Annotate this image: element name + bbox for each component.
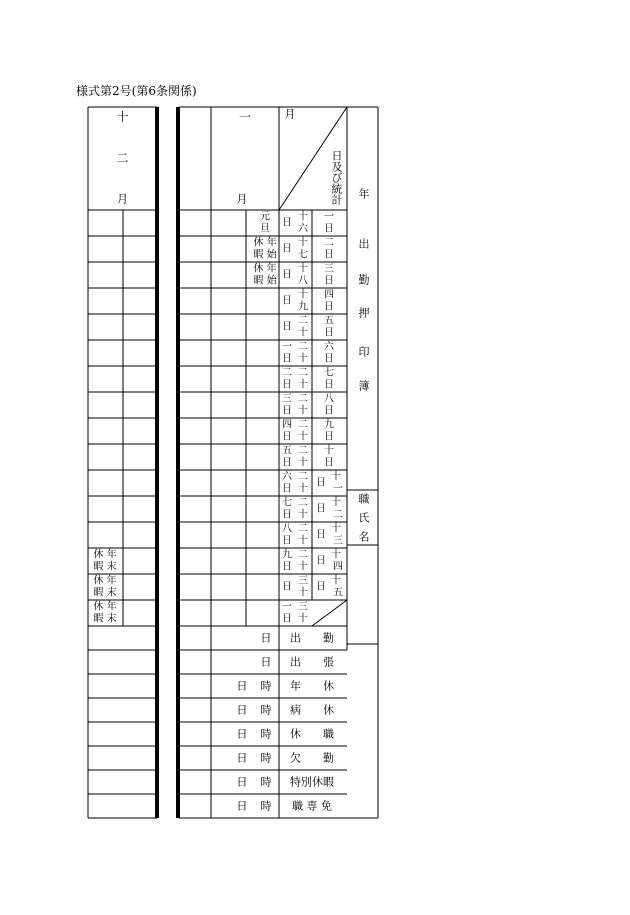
day-b1: 二 (298, 393, 308, 405)
day-a1: 二 (282, 367, 292, 379)
name-char: 職 (358, 492, 370, 506)
day-b1: 二 (298, 523, 308, 535)
left-note-l1: 休 年 (93, 549, 117, 561)
day-a2: 日 (282, 483, 292, 495)
day-b2: 十 (298, 509, 308, 521)
corner-month: 月 (284, 107, 296, 121)
day-d1: 十 (331, 497, 341, 509)
day-a: 日 (282, 295, 292, 307)
corner-day-stats-char: 及 (331, 160, 343, 174)
day-b1: 二 (298, 497, 308, 509)
month-left-top: 十 (116, 110, 129, 124)
day-b2: 九 (298, 301, 308, 313)
center-note-l2: 旦 (260, 223, 270, 235)
summary-day-unit: 日 (260, 631, 272, 645)
last-row-diagonal (312, 600, 347, 626)
day-a2: 日 (282, 353, 292, 365)
form-label: 様式第2号(第6条関係) (76, 84, 197, 98)
left-note-l2: 暇 末 (93, 613, 117, 625)
day-b1: 三 (298, 601, 308, 613)
day-b2: 十 (298, 587, 308, 599)
day-c1: 二 (324, 237, 334, 249)
day-c1: 十 (324, 445, 334, 457)
day-b1: 十 (298, 289, 308, 301)
day-b2: 六 (298, 223, 308, 235)
corner-day-stats-char: 統 (331, 182, 343, 196)
day-c1: 四 (324, 289, 334, 301)
day-c: 日 (316, 477, 326, 489)
day-c2: 日 (324, 431, 334, 443)
day-b2: 十 (298, 457, 308, 469)
day-b1: 十 (298, 263, 308, 275)
thick-divider-right (176, 107, 180, 818)
summary-day-unit: 日 (236, 703, 248, 717)
day-a: 日 (282, 321, 292, 333)
summary-day-unit: 日 (236, 727, 248, 741)
summary-day-unit: 日 (236, 775, 248, 789)
day-c2: 日 (324, 379, 334, 391)
book-title-char: 印 (358, 345, 370, 359)
day-d1: 十 (331, 575, 341, 587)
day-a1: 七 (282, 497, 292, 509)
day-a1: 六 (282, 471, 292, 483)
day-a2: 日 (282, 405, 292, 417)
summary-label: 出 張 (290, 655, 334, 669)
summary-label: 病 休 (290, 703, 334, 717)
day-b1: 十 (298, 237, 308, 249)
day-c2: 日 (324, 301, 334, 313)
center-note-l2: 暇 始 (253, 275, 277, 287)
day-b1: 二 (298, 445, 308, 457)
left-note-l1: 休 年 (93, 575, 117, 587)
day-c1: 九 (324, 419, 334, 431)
day-a: 日 (282, 581, 292, 593)
thick-divider-left (155, 107, 159, 818)
day-a: 日 (282, 269, 292, 281)
day-c1: 七 (324, 367, 334, 379)
day-b2: 十 (298, 379, 308, 391)
summary-hour-unit: 時 (260, 727, 272, 741)
book-title-char: 出 (358, 237, 370, 251)
month-left-mid: 二 (116, 151, 129, 165)
day-a2: 日 (282, 431, 292, 443)
day-a2: 日 (282, 509, 292, 521)
summary-label: 年 休 (290, 679, 334, 693)
summary-label: 休 職 (290, 727, 334, 741)
summary-hour-unit: 時 (260, 751, 272, 765)
day-b2: 十 (298, 431, 308, 443)
day-b2: 十 (298, 405, 308, 417)
day-a: 日 (282, 217, 292, 229)
day-d2: 一 (333, 483, 343, 495)
day-b2: 十 (298, 613, 308, 625)
day-b2: 十 (298, 483, 308, 495)
day-a2: 日 (282, 561, 292, 573)
day-b1: 二 (298, 341, 308, 353)
day-a1: 五 (282, 445, 292, 457)
center-note-l1: 元 (260, 211, 270, 223)
day-c2: 日 (324, 405, 334, 417)
summary-hour-unit: 時 (260, 679, 272, 693)
day-d1: 十 (331, 549, 341, 561)
day-a1: 一 (282, 601, 292, 613)
center-note-l1: 休 年 (253, 263, 277, 275)
day-a2: 日 (282, 379, 292, 391)
day-c1: 三 (324, 263, 334, 275)
day-a1: 九 (282, 549, 292, 561)
day-c1: 一 (324, 211, 334, 223)
day-c2: 日 (324, 327, 334, 339)
day-b2: 十 (298, 353, 308, 365)
day-c2: 日 (324, 353, 334, 365)
day-b2: 十 (298, 327, 308, 339)
book-title-char: 押 (358, 306, 370, 320)
summary-hour-unit: 時 (260, 775, 272, 789)
day-a1: 三 (282, 393, 292, 405)
day-a2: 日 (282, 457, 292, 469)
name-char: 氏 (358, 511, 370, 525)
month-left-bottom: 月 (117, 192, 128, 206)
book-title-char: 勤 (358, 273, 370, 287)
day-b1: 二 (298, 419, 308, 431)
day-d2: 四 (333, 561, 343, 573)
summary-day-unit: 日 (236, 751, 248, 765)
left-note-l2: 暇 末 (93, 587, 117, 599)
day-b2: 八 (298, 275, 308, 287)
summary-day-unit: 日 (236, 679, 248, 693)
day-a1: 一 (282, 341, 292, 353)
summary-label: 職 専 免 (292, 799, 332, 813)
center-note-l2: 暇 始 (253, 249, 277, 261)
day-c: 日 (316, 503, 326, 515)
book-title-char: 年 (358, 187, 370, 201)
center-note-l1: 休 年 (253, 237, 277, 249)
day-c1: 八 (324, 393, 334, 405)
summary-label: 特別休暇 (290, 775, 334, 789)
day-c: 日 (316, 581, 326, 593)
day-b1: 二 (298, 367, 308, 379)
day-c: 日 (316, 529, 326, 541)
day-b1: 十 (298, 211, 308, 223)
day-b1: 二 (298, 549, 308, 561)
summary-hour-unit: 時 (260, 703, 272, 717)
day-a1: 八 (282, 523, 292, 535)
day-a: 日 (282, 243, 292, 255)
day-d2: 三 (333, 535, 343, 547)
day-c: 日 (316, 555, 326, 567)
corner-day-stats-char: 計 (331, 193, 343, 207)
day-b2: 七 (298, 249, 308, 261)
day-d1: 十 (331, 471, 341, 483)
summary-day-unit: 日 (260, 655, 272, 669)
summary-label: 欠 勤 (290, 751, 334, 765)
day-c2: 日 (324, 275, 334, 287)
day-c2: 日 (324, 457, 334, 469)
corner-day-stats-char: 日 (331, 149, 343, 163)
day-c2: 日 (324, 249, 334, 261)
day-b1: 二 (298, 471, 308, 483)
book-title-char: 簿 (358, 379, 370, 393)
day-a2: 日 (282, 613, 292, 625)
day-d2: 二 (333, 509, 343, 521)
summary-day-unit: 日 (236, 799, 248, 813)
corner-day-stats-char: び (331, 171, 343, 185)
day-c1: 五 (324, 315, 334, 327)
summary-hour-unit: 時 (260, 799, 272, 813)
day-b2: 十 (298, 561, 308, 573)
day-c1: 六 (324, 341, 334, 353)
day-c2: 日 (324, 223, 334, 235)
name-char: 名 (358, 530, 370, 544)
left-note-l2: 暇 末 (93, 561, 117, 573)
day-b1: 二 (298, 315, 308, 327)
day-a1: 四 (282, 419, 292, 431)
day-d2: 五 (333, 587, 343, 599)
month-center-top: 一 (238, 110, 252, 124)
day-d1: 十 (331, 523, 341, 535)
day-b2: 十 (298, 535, 308, 547)
left-note-l1: 休 年 (93, 601, 117, 613)
day-b1: 三 (298, 575, 308, 587)
summary-label: 出 勤 (290, 631, 334, 645)
month-center-bottom: 月 (236, 192, 248, 206)
day-a2: 日 (282, 535, 292, 547)
